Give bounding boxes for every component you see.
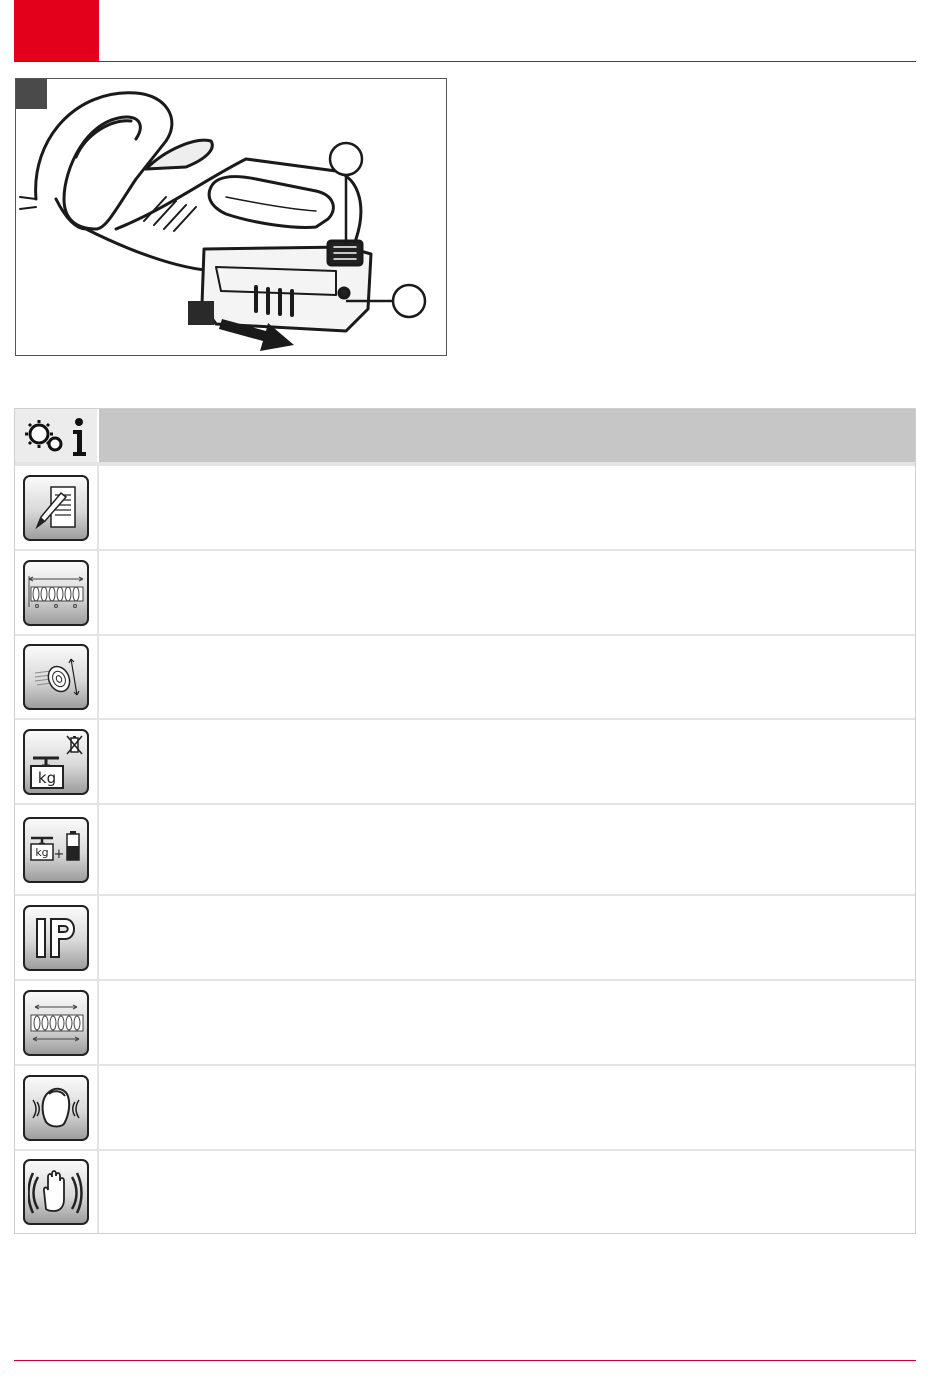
step-marker-box (188, 301, 214, 325)
spec-row (15, 464, 915, 549)
svg-text:+: + (53, 846, 65, 862)
spec-row (15, 894, 915, 979)
footer-rule (14, 1360, 916, 1361)
header-text (99, 409, 915, 462)
spec-row (15, 979, 915, 1064)
brand-color-block (14, 0, 99, 62)
header-icon-cell (15, 409, 99, 462)
weight-without-battery-icon (23, 729, 89, 795)
spec-row (15, 718, 915, 803)
callout-circle-2 (393, 285, 425, 317)
hand-arm-vibration-icon (23, 1159, 89, 1225)
weight-with-battery-icon (23, 817, 89, 883)
ip-protection-icon (23, 905, 89, 971)
gears-info-icon (21, 414, 91, 458)
blade-length-icon (23, 990, 89, 1056)
spec-row (15, 1064, 915, 1149)
svg-text:kg: kg (35, 845, 49, 859)
product-illustration (15, 78, 447, 356)
callout-circle-1 (330, 143, 362, 175)
spec-row (15, 549, 915, 634)
cutting-length-icon (23, 560, 89, 626)
spec-table-header (15, 409, 915, 464)
spec-row (15, 1149, 915, 1233)
spec-row (15, 634, 915, 718)
spec-table (14, 408, 916, 1234)
hedge-trimmer-drawing (16, 79, 447, 356)
article-number-icon (23, 475, 89, 541)
svg-text:kg: kg (37, 768, 57, 787)
header-rule (14, 61, 916, 62)
spec-row (15, 803, 915, 894)
cutting-diameter-icon (23, 644, 89, 710)
noise-level-icon (23, 1075, 89, 1141)
